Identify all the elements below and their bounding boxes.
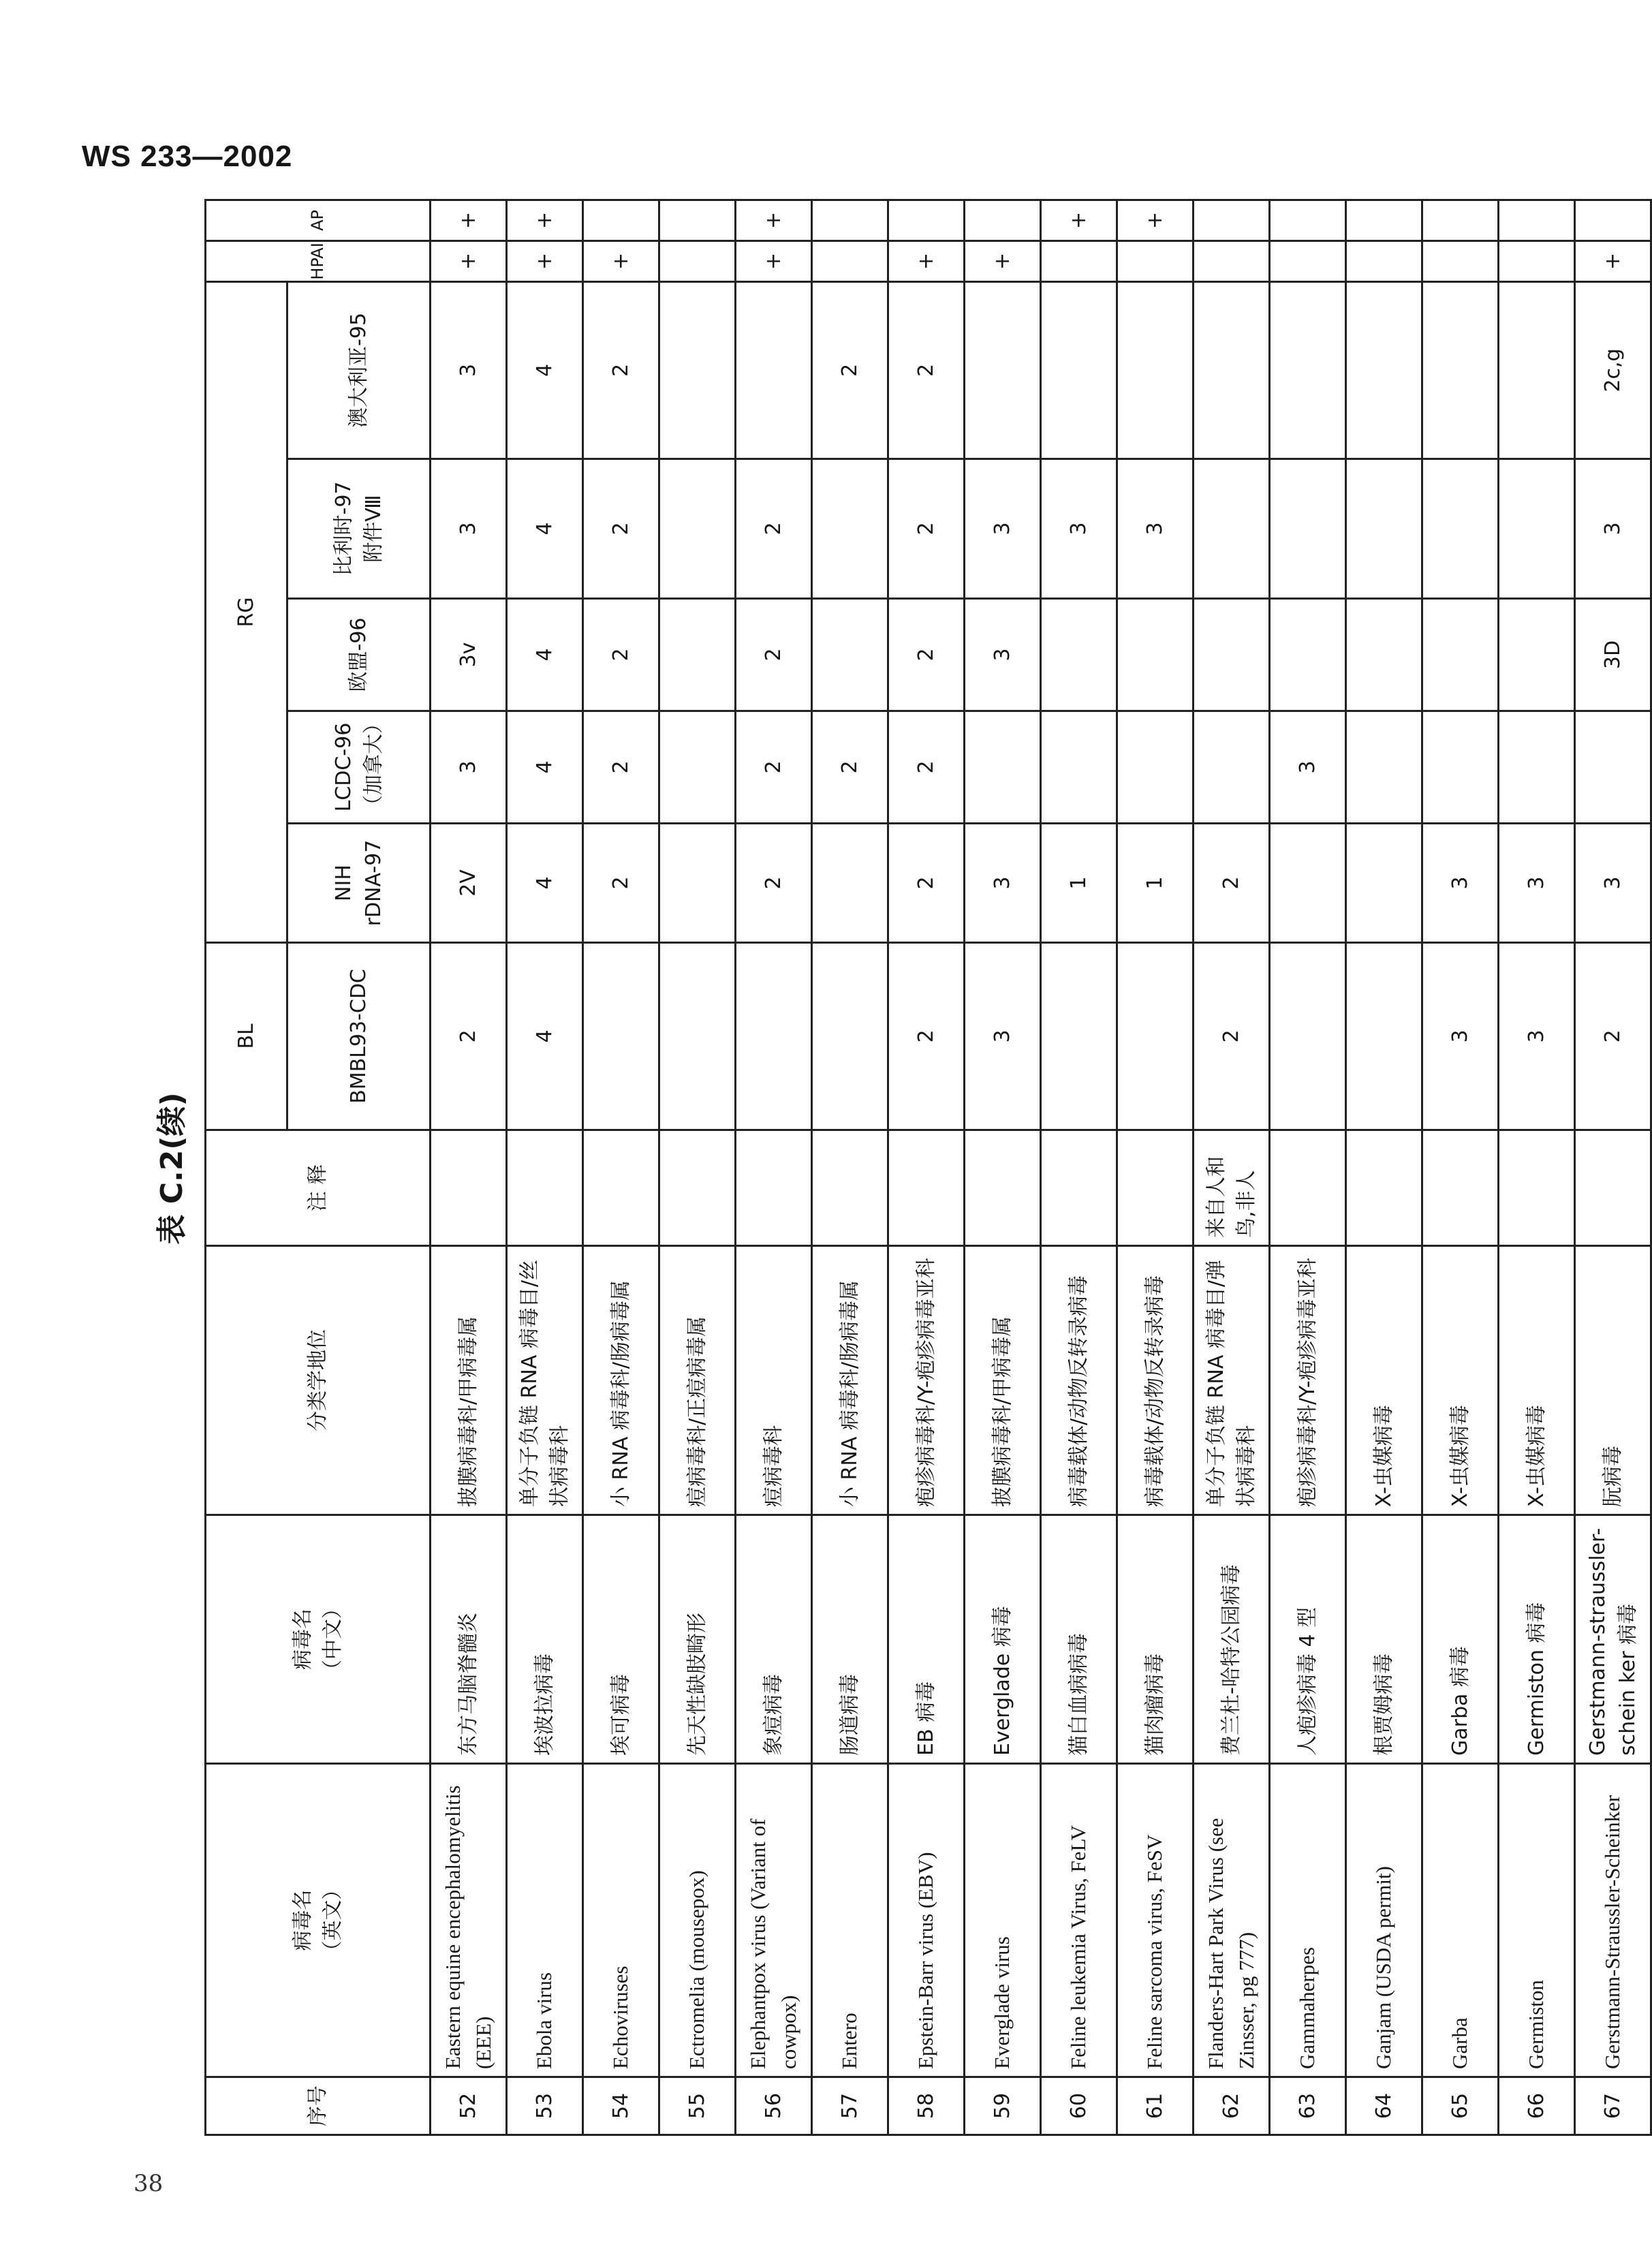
cell-lcdc: 2 [736, 711, 812, 824]
cell-belgium: 3 [431, 459, 507, 599]
cell-taxonomy: 病毒载体/动物反转录病毒 [1041, 1246, 1117, 1515]
header-australia: 澳大利亚-95 [287, 281, 431, 459]
cell-hpai [1422, 240, 1499, 281]
cell-lcdc: 2 [812, 711, 888, 824]
cell-seq: 67 [1575, 2077, 1651, 2135]
cell-eu: 3D [1575, 599, 1651, 711]
table-row [1194, 200, 1270, 2135]
cell-australia: 3 [431, 281, 507, 459]
cell-ap [1422, 200, 1499, 240]
cell-seq: 65 [1422, 2077, 1499, 2135]
cell-eu [1270, 599, 1346, 711]
cell-name-cn: 根贾姆病毒 [1346, 1515, 1422, 1764]
cell-taxonomy: X-虫媒病毒 [1499, 1246, 1575, 1515]
cell-name-en: Garba [1422, 1764, 1499, 2077]
cell-name-cn: 猫肉瘤病毒 [1117, 1515, 1194, 1764]
cell-belgium [1270, 459, 1346, 599]
cell-australia [1194, 281, 1270, 459]
table-row [965, 200, 1041, 2135]
table-body [431, 200, 1651, 2135]
cell-seq: 52 [431, 2077, 507, 2135]
header-lcdc: LCDC-96 （加拿大） [287, 711, 431, 824]
header-bmbl: BMBL93-CDC [287, 943, 431, 1130]
cell-seq: 61 [1117, 2077, 1194, 2135]
cell-bmbl [1346, 943, 1422, 1130]
cell-note [1270, 1130, 1346, 1246]
cell-eu: 2 [888, 599, 965, 711]
cell-seq: 62 [1194, 2077, 1270, 2135]
cell-ap: + [736, 200, 812, 240]
cell-bmbl [1117, 943, 1194, 1130]
cell-nih [812, 824, 888, 943]
cell-bmbl [1041, 943, 1117, 1130]
cell-name-en: Ebola virus [507, 1764, 583, 2077]
table-row [659, 200, 736, 2135]
cell-australia [1270, 281, 1346, 459]
cell-australia [1117, 281, 1194, 459]
cell-eu: 2 [736, 599, 812, 711]
cell-name-cn: 费兰杜-哈特公园病毒 [1194, 1515, 1270, 1764]
cell-taxonomy: X-虫媒病毒 [1346, 1246, 1422, 1515]
cell-taxonomy: 疱疹病毒科/Y-疱疹病毒亚科 [888, 1246, 965, 1515]
cell-australia: 2 [812, 281, 888, 459]
cell-seq: 63 [1270, 2077, 1346, 2135]
cell-bmbl: 3 [1422, 943, 1499, 1130]
cell-bmbl [736, 943, 812, 1130]
cell-seq: 66 [1499, 2077, 1575, 2135]
cell-ap [1499, 200, 1575, 240]
cell-taxonomy: 单分子负链 RNA 病毒目/弹状病毒科 [1194, 1246, 1270, 1515]
table-row [1270, 200, 1346, 2135]
table-caption: 表 C.2(续) [155, 1092, 189, 1245]
header-taxonomy: 分类学地位 [206, 1246, 431, 1515]
cell-seq: 60 [1041, 2077, 1117, 2135]
header-nih: NIH rDNA-97 [287, 824, 431, 943]
cell-note [888, 1130, 965, 1246]
cell-eu [1346, 599, 1422, 711]
cell-name-en: Entero [812, 1764, 888, 2077]
cell-name-cn: Germiston 病毒 [1499, 1515, 1575, 1764]
cell-note [1041, 1130, 1117, 1246]
cell-eu [1117, 599, 1194, 711]
cell-seq: 56 [736, 2077, 812, 2135]
cell-note [583, 1130, 659, 1246]
cell-name-cn: 埃波拉病毒 [507, 1515, 583, 1764]
cell-seq: 54 [583, 2077, 659, 2135]
table-row [1117, 200, 1194, 2135]
cell-name-cn: Everglade 病毒 [965, 1515, 1041, 1764]
cell-hpai: + [965, 240, 1041, 281]
cell-ap [583, 200, 659, 240]
table-row [1575, 200, 1651, 2135]
cell-seq: 59 [965, 2077, 1041, 2135]
cell-bmbl: 3 [965, 943, 1041, 1130]
cell-name-cn: 先天性缺肢畸形 [659, 1515, 736, 1764]
cell-lcdc [965, 711, 1041, 824]
cell-hpai: + [736, 240, 812, 281]
cell-note [1575, 1130, 1651, 1246]
cell-hpai [1270, 240, 1346, 281]
cell-taxonomy: 疱疹病毒科/Y-疱疹病毒亚科 [1270, 1246, 1346, 1515]
cell-belgium: 3 [965, 459, 1041, 599]
cell-nih: 4 [507, 824, 583, 943]
cell-lcdc: 3 [431, 711, 507, 824]
cell-lcdc [1041, 711, 1117, 824]
header-belgium: 比利时-97 附件Ⅷ [287, 459, 431, 599]
cell-hpai: + [507, 240, 583, 281]
cell-note [965, 1130, 1041, 1246]
header-note: 注 释 [206, 1130, 431, 1246]
cell-nih: 1 [1117, 824, 1194, 943]
cell-australia: 2c,g [1575, 281, 1651, 459]
cell-bmbl: 3 [1499, 943, 1575, 1130]
cell-australia [736, 281, 812, 459]
cell-nih: 1 [1041, 824, 1117, 943]
cell-australia [1346, 281, 1422, 459]
cell-taxonomy: 痘病毒科 [736, 1246, 812, 1515]
cell-nih: 2 [736, 824, 812, 943]
header-bl: BL [206, 943, 287, 1130]
cell-belgium: 2 [583, 459, 659, 599]
cell-ap [965, 200, 1041, 240]
cell-hpai [1499, 240, 1575, 281]
table-row [583, 200, 659, 2135]
cell-eu [1499, 599, 1575, 711]
header-hpai: HPAI [206, 240, 431, 281]
cell-eu [659, 599, 736, 711]
cell-bmbl: 2 [1575, 943, 1651, 1130]
cell-taxonomy: 小 RNA 病毒科/肠病毒属 [583, 1246, 659, 1515]
cell-note [1499, 1130, 1575, 1246]
header-name-cn: 病毒名 （中文） [206, 1515, 431, 1764]
cell-taxonomy: X-虫媒病毒 [1422, 1246, 1499, 1515]
cell-eu: 2 [583, 599, 659, 711]
table-row [1346, 200, 1422, 2135]
cell-taxonomy: 朊病毒 [1575, 1246, 1651, 1515]
cell-lcdc: 2 [888, 711, 965, 824]
cell-note [1422, 1130, 1499, 1246]
cell-belgium [659, 459, 736, 599]
cell-belgium [1499, 459, 1575, 599]
cell-lcdc [1117, 711, 1194, 824]
header-name-en: 病毒名 （英文） [206, 1764, 431, 2077]
cell-taxonomy: 披膜病毒科/甲病毒属 [431, 1246, 507, 1515]
cell-name-en: Flanders-Hart Park Virus (see Zinsser, pg 777) [1194, 1764, 1270, 2077]
cell-nih: 2 [1194, 824, 1270, 943]
cell-eu [1422, 599, 1499, 711]
cell-australia [1422, 281, 1499, 459]
cell-nih [659, 824, 736, 943]
cell-eu: 4 [507, 599, 583, 711]
cell-seq: 53 [507, 2077, 583, 2135]
cell-eu: 3v [431, 599, 507, 711]
cell-taxonomy: 小 RNA 病毒科/肠病毒属 [812, 1246, 888, 1515]
cell-australia: 2 [888, 281, 965, 459]
cell-hpai: + [888, 240, 965, 281]
cell-lcdc [1575, 711, 1651, 824]
cell-name-en: Ganjam (USDA permit) [1346, 1764, 1422, 2077]
cell-eu [1041, 599, 1117, 711]
cell-nih: 3 [1575, 824, 1651, 943]
cell-note [812, 1130, 888, 1246]
header-eu: 欧盟-96 [287, 599, 431, 711]
cell-hpai [1346, 240, 1422, 281]
cell-belgium [1346, 459, 1422, 599]
cell-bmbl: 2 [888, 943, 965, 1130]
cell-name-cn: Garba 病毒 [1422, 1515, 1499, 1764]
cell-lcdc: 4 [507, 711, 583, 824]
cell-nih: 2 [583, 824, 659, 943]
cell-belgium: 2 [888, 459, 965, 599]
table-row [1041, 200, 1117, 2135]
cell-belgium: 4 [507, 459, 583, 599]
cell-ap [1270, 200, 1346, 240]
cell-belgium [812, 459, 888, 599]
cell-name-cn: 埃可病毒 [583, 1515, 659, 1764]
cell-hpai: + [1575, 240, 1651, 281]
cell-eu: 3 [965, 599, 1041, 711]
cell-seq: 58 [888, 2077, 965, 2135]
cell-bmbl [812, 943, 888, 1130]
cell-name-cn: 猫白血病病毒 [1041, 1515, 1117, 1764]
cell-taxonomy: 病毒载体/动物反转录病毒 [1117, 1246, 1194, 1515]
header-seq: 序号 [206, 2077, 431, 2135]
standard-code: WS 233—2002 [82, 140, 293, 173]
cell-note [1346, 1130, 1422, 1246]
cell-lcdc [659, 711, 736, 824]
cell-belgium [1194, 459, 1270, 599]
cell-ap: + [507, 200, 583, 240]
cell-lcdc [1499, 711, 1575, 824]
cell-australia: 2 [583, 281, 659, 459]
table-row [1499, 200, 1575, 2135]
cell-ap [812, 200, 888, 240]
cell-bmbl [659, 943, 736, 1130]
cell-hpai: + [583, 240, 659, 281]
cell-name-cn: 肠道病毒 [812, 1515, 888, 1764]
cell-name-cn: EB 病毒 [888, 1515, 965, 1764]
cell-name-cn: Gerstmann-straussler-schein ker 病毒 [1575, 1515, 1651, 1764]
cell-lcdc: 3 [1270, 711, 1346, 824]
cell-australia [1041, 281, 1117, 459]
cell-hpai [1194, 240, 1270, 281]
cell-lcdc: 2 [583, 711, 659, 824]
cell-hpai [1041, 240, 1117, 281]
cell-name-en: Feline leukemia Virus, FeLV [1041, 1764, 1117, 2077]
cell-name-cn: 象痘病毒 [736, 1515, 812, 1764]
cell-note [736, 1130, 812, 1246]
table-row [736, 200, 812, 2135]
cell-hpai: + [431, 240, 507, 281]
cell-ap: + [1117, 200, 1194, 240]
cell-name-en: Germiston [1499, 1764, 1575, 2077]
rotated-table-page [140, 201, 1640, 2136]
cell-ap [1194, 200, 1270, 240]
cell-name-cn: 东方马脑脊髓炎 [431, 1515, 507, 1764]
cell-australia [1499, 281, 1575, 459]
cell-lcdc [1346, 711, 1422, 824]
cell-bmbl: 2 [1194, 943, 1270, 1130]
cell-ap: + [1041, 200, 1117, 240]
cell-australia: 4 [507, 281, 583, 459]
cell-name-en: Echoviruses [583, 1764, 659, 2077]
header-rg: RG [206, 281, 287, 942]
table-row [507, 200, 583, 2135]
cell-name-en: Gerstmann-Straussler-Scheinker [1575, 1764, 1651, 2077]
cell-hpai [812, 240, 888, 281]
cell-australia [659, 281, 736, 459]
cell-note [431, 1130, 507, 1246]
cell-eu [1194, 599, 1270, 711]
cell-nih: 2V [431, 824, 507, 943]
cell-note [1117, 1130, 1194, 1246]
cell-nih: 2 [888, 824, 965, 943]
header-ap: AP [206, 200, 431, 240]
cell-hpai [659, 240, 736, 281]
cell-taxonomy: 单分子负链 RNA 病毒目/丝状病毒科 [507, 1246, 583, 1515]
cell-belgium: 3 [1117, 459, 1194, 599]
cell-name-en: Gammaherpes [1270, 1764, 1346, 2077]
cell-australia [965, 281, 1041, 459]
cell-ap [1575, 200, 1651, 240]
cell-name-en: Ectromelia (mousepox) [659, 1764, 736, 2077]
cell-belgium: 3 [1575, 459, 1651, 599]
cell-note [659, 1130, 736, 1246]
cell-nih: 3 [1422, 824, 1499, 943]
cell-lcdc [1422, 711, 1499, 824]
cell-name-en: Eastern equine encephalomyelitis (EEE) [431, 1764, 507, 2077]
cell-seq: 55 [659, 2077, 736, 2135]
page-number: 38 [134, 2170, 163, 2197]
table-row [888, 200, 965, 2135]
cell-ap [888, 200, 965, 240]
table-row [1422, 200, 1499, 2135]
virus-classification-table [204, 199, 1652, 2136]
cell-nih: 3 [965, 824, 1041, 943]
cell-name-en: Epstein-Barr virus (EBV) [888, 1764, 965, 2077]
cell-bmbl: 4 [507, 943, 583, 1130]
cell-taxonomy: 披膜病毒科/甲病毒属 [965, 1246, 1041, 1515]
cell-name-en: Elephantpox virus (Variant of cowpox) [736, 1764, 812, 2077]
cell-note: 来自人和鸟,非人 [1194, 1130, 1270, 1246]
cell-nih [1346, 824, 1422, 943]
cell-nih: 3 [1499, 824, 1575, 943]
cell-belgium: 3 [1041, 459, 1117, 599]
cell-ap [659, 200, 736, 240]
cell-name-en: Everglade virus [965, 1764, 1041, 2077]
cell-lcdc [1194, 711, 1270, 824]
cell-ap: + [431, 200, 507, 240]
table-row [431, 200, 507, 2135]
cell-name-cn: 人疱疹病毒 4 型 [1270, 1515, 1346, 1764]
cell-hpai [1117, 240, 1194, 281]
cell-belgium: 2 [736, 459, 812, 599]
table-row [812, 200, 888, 2135]
cell-name-en: Feline sarcoma virus, FeSV [1117, 1764, 1194, 2077]
cell-taxonomy: 痘病毒科/正痘病毒属 [659, 1246, 736, 1515]
cell-bmbl: 2 [431, 943, 507, 1130]
cell-note [507, 1130, 583, 1246]
cell-bmbl [1270, 943, 1346, 1130]
cell-nih [1270, 824, 1346, 943]
cell-ap [1346, 200, 1422, 240]
cell-belgium [1422, 459, 1499, 599]
cell-seq: 57 [812, 2077, 888, 2135]
cell-seq: 64 [1346, 2077, 1422, 2135]
cell-bmbl [583, 943, 659, 1130]
cell-eu [812, 599, 888, 711]
